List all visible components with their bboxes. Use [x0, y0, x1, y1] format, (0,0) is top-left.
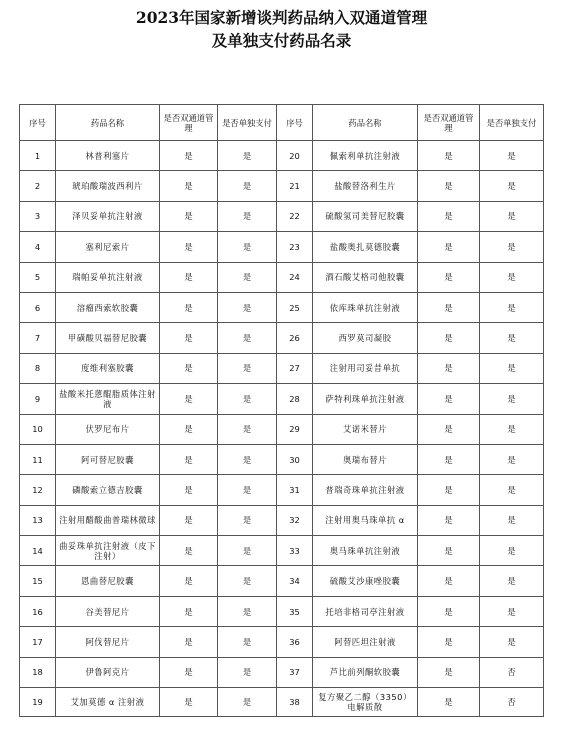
seq-cell: 23: [277, 232, 313, 262]
single-payment-cell: 是: [218, 201, 277, 231]
single-payment-cell: 是: [218, 384, 277, 414]
seq-cell: 38: [277, 688, 313, 717]
single-payment-cell: 是: [218, 323, 277, 353]
drug-name-cell: 阿可替尼胶囊: [56, 444, 160, 474]
drug-name-cell: 注射用醋酸曲普瑞林微球: [56, 505, 160, 535]
dual-channel-cell: 是: [160, 566, 218, 596]
dual-channel-cell: 是: [160, 262, 218, 292]
drug-name-cell: 奥马珠单抗注射液: [313, 536, 418, 566]
seq-cell: 19: [20, 688, 56, 717]
dual-channel-cell: 是: [418, 596, 480, 626]
single-payment-cell: 是: [480, 475, 544, 505]
drug-name-cell: 林普利塞片: [56, 141, 160, 171]
dual-channel-cell: 是: [418, 688, 480, 717]
seq-cell: 21: [277, 171, 313, 201]
drug-name-cell: 奥瑞布替片: [313, 444, 418, 474]
seq-cell: 30: [277, 444, 313, 474]
table-row: [20, 505, 544, 535]
single-payment-cell: 是: [218, 688, 277, 717]
drug-name-cell: 酒石酸艾格司他胶囊: [313, 262, 418, 292]
single-payment-cell: 是: [480, 505, 544, 535]
dual-channel-cell: 是: [418, 201, 480, 231]
seq-cell: 6: [20, 292, 56, 322]
drug-name-cell: 硫酸氢司美替尼胶囊: [313, 201, 418, 231]
seq-cell: 20: [277, 141, 313, 171]
dual-channel-cell: 是: [418, 323, 480, 353]
seq-cell: 34: [277, 566, 313, 596]
single-payment-cell: 是: [218, 141, 277, 171]
single-payment-cell: 是: [218, 475, 277, 505]
single-payment-cell: 是: [480, 141, 544, 171]
drug-name-cell: 曲妥珠单抗注射液（皮下注射）: [56, 536, 160, 566]
table-row: [20, 627, 544, 657]
drug-name-cell: 芦比前列酮软胶囊: [313, 657, 418, 687]
seq-cell: 8: [20, 353, 56, 383]
dual-channel-cell: 是: [160, 596, 218, 626]
dual-channel-cell: 是: [160, 627, 218, 657]
drug-name-cell: 萨特利珠单抗注射液: [313, 384, 418, 414]
single-payment-cell: 否: [480, 688, 544, 717]
dual-channel-cell: 是: [418, 536, 480, 566]
dual-channel-cell: 是: [160, 688, 218, 717]
drug-name-cell: 度维利塞胶囊: [56, 353, 160, 383]
seq-cell: 22: [277, 201, 313, 231]
drug-name-cell: 溶瘤西索软胶囊: [56, 292, 160, 322]
single-payment-cell: 是: [480, 201, 544, 231]
single-payment-cell: 是: [218, 353, 277, 383]
seq-cell: 1: [20, 141, 56, 171]
seq-cell: 5: [20, 262, 56, 292]
drug-name-cell: 普瑞奇珠单抗注射液: [313, 475, 418, 505]
single-payment-cell: 是: [218, 444, 277, 474]
single-payment-cell: 是: [480, 536, 544, 566]
table-row: [20, 384, 544, 414]
drug-name-cell: 托培非格司亭注射液: [313, 596, 418, 626]
drug-name-cell: 盐酸替洛利生片: [313, 171, 418, 201]
seq-cell: 13: [20, 505, 56, 535]
seq-cell: 33: [277, 536, 313, 566]
dual-channel-cell: 是: [160, 657, 218, 687]
drug-name-cell: 注射用奥马珠单抗 α: [313, 505, 418, 535]
table-header-row: [20, 105, 544, 141]
seq-cell: 36: [277, 627, 313, 657]
drug-name-cell: 谷美替尼片: [56, 596, 160, 626]
drug-name-cell: 艾加莫德 α 注射液: [56, 688, 160, 717]
seq-cell: 11: [20, 444, 56, 474]
drug-name-cell: 阿替匹坦注射液: [313, 627, 418, 657]
seq-cell: 2: [20, 171, 56, 201]
single-payment-cell: 是: [218, 171, 277, 201]
table-row: [20, 201, 544, 231]
seq-cell: 3: [20, 201, 56, 231]
table-row: [20, 688, 544, 717]
single-payment-cell: 是: [218, 627, 277, 657]
drug-list-table: [19, 104, 544, 717]
table-row: [20, 566, 544, 596]
single-payment-cell: 是: [480, 414, 544, 444]
table-body: [20, 141, 544, 717]
seq-cell: 24: [277, 262, 313, 292]
seq-cell: 37: [277, 657, 313, 687]
seq-cell: 26: [277, 323, 313, 353]
drug-name-cell: 伊鲁阿克片: [56, 657, 160, 687]
dual-channel-cell: 是: [418, 353, 480, 383]
header-seq: 序号: [277, 105, 313, 141]
drug-name-cell: 琥珀酸瑞波西利片: [56, 171, 160, 201]
seq-cell: 14: [20, 536, 56, 566]
drug-name-cell: 注射用司妥昔单抗: [313, 353, 418, 383]
drug-name-cell: 伏罗尼布片: [56, 414, 160, 444]
table-row: [20, 323, 544, 353]
dual-channel-cell: 是: [418, 475, 480, 505]
seq-cell: 31: [277, 475, 313, 505]
dual-channel-cell: 是: [418, 505, 480, 535]
dual-channel-cell: 是: [418, 262, 480, 292]
dual-channel-cell: 是: [160, 475, 218, 505]
drug-name-cell: 恩曲替尼胶囊: [56, 566, 160, 596]
table-row: [20, 141, 544, 171]
header-drug-name: 药品名称: [56, 105, 160, 141]
table-row: [20, 171, 544, 201]
dual-channel-cell: 是: [160, 323, 218, 353]
table-row: [20, 232, 544, 262]
dual-channel-cell: 是: [160, 505, 218, 535]
drug-name-cell: 佩索利单抗注射液: [313, 141, 418, 171]
dual-channel-cell: 是: [160, 201, 218, 231]
drug-name-cell: 塞利尼索片: [56, 232, 160, 262]
seq-cell: 25: [277, 292, 313, 322]
seq-cell: 32: [277, 505, 313, 535]
drug-name-cell: 阿伐替尼片: [56, 627, 160, 657]
dual-channel-cell: 是: [418, 232, 480, 262]
seq-cell: 15: [20, 566, 56, 596]
drug-name-cell: 西罗莫司凝胶: [313, 323, 418, 353]
dual-channel-cell: 是: [418, 657, 480, 687]
dual-channel-cell: 是: [160, 536, 218, 566]
seq-cell: 12: [20, 475, 56, 505]
table-row: [20, 536, 544, 566]
table-row: [20, 262, 544, 292]
header-single-payment: 是否单独支付: [480, 105, 544, 141]
single-payment-cell: 是: [218, 414, 277, 444]
document-title-line-2: 及单独支付药品名录: [211, 31, 352, 50]
single-payment-cell: 是: [480, 171, 544, 201]
single-payment-cell: 是: [218, 596, 277, 626]
drug-name-cell: 依库珠单抗注射液: [313, 292, 418, 322]
dual-channel-cell: 是: [418, 414, 480, 444]
single-payment-cell: 是: [480, 627, 544, 657]
document-title-line-1: 2023年国家新增谈判药品纳入双通道管理: [135, 8, 428, 27]
header-single-payment: 是否单独支付: [218, 105, 277, 141]
dual-channel-cell: 是: [418, 566, 480, 596]
header-drug-name: 药品名称: [313, 105, 418, 141]
dual-channel-cell: 是: [160, 353, 218, 383]
header-dual-channel: 是否双通道管理: [418, 105, 480, 141]
seq-cell: 27: [277, 353, 313, 383]
seq-cell: 9: [20, 384, 56, 414]
single-payment-cell: 是: [480, 232, 544, 262]
header-seq: 序号: [20, 105, 56, 141]
table-row: [20, 596, 544, 626]
dual-channel-cell: 是: [160, 444, 218, 474]
single-payment-cell: 是: [218, 232, 277, 262]
single-payment-cell: 是: [480, 292, 544, 322]
dual-channel-cell: 是: [418, 141, 480, 171]
single-payment-cell: 是: [218, 536, 277, 566]
single-payment-cell: 否: [480, 657, 544, 687]
single-payment-cell: 是: [480, 323, 544, 353]
header-dual-channel: 是否双通道管理: [160, 105, 218, 141]
single-payment-cell: 是: [480, 262, 544, 292]
drug-name-cell: 艾诺米替片: [313, 414, 418, 444]
single-payment-cell: 是: [480, 384, 544, 414]
dual-channel-cell: 是: [160, 171, 218, 201]
single-payment-cell: 是: [218, 262, 277, 292]
drug-name-cell: 磷酸索立德吉胶囊: [56, 475, 160, 505]
table-row: [20, 414, 544, 444]
single-payment-cell: 是: [480, 444, 544, 474]
dual-channel-cell: 是: [160, 414, 218, 444]
drug-name-cell: 硫酸艾沙康唑胶囊: [313, 566, 418, 596]
single-payment-cell: 是: [480, 353, 544, 383]
table-row: [20, 444, 544, 474]
drug-name-cell: 瑞帕妥单抗注射液: [56, 262, 160, 292]
seq-cell: 18: [20, 657, 56, 687]
drug-name-cell: 泽贝妥单抗注射液: [56, 201, 160, 231]
dual-channel-cell: 是: [160, 141, 218, 171]
dual-channel-cell: 是: [418, 627, 480, 657]
table-row: [20, 353, 544, 383]
dual-channel-cell: 是: [418, 292, 480, 322]
dual-channel-cell: 是: [160, 384, 218, 414]
single-payment-cell: 是: [218, 505, 277, 535]
drug-name-cell: 盐酸奥扎莫德胶囊: [313, 232, 418, 262]
seq-cell: 35: [277, 596, 313, 626]
single-payment-cell: 是: [480, 596, 544, 626]
table-row: [20, 657, 544, 687]
seq-cell: 10: [20, 414, 56, 444]
single-payment-cell: 是: [480, 566, 544, 596]
seq-cell: 28: [277, 384, 313, 414]
dual-channel-cell: 是: [418, 384, 480, 414]
dual-channel-cell: 是: [160, 232, 218, 262]
seq-cell: 7: [20, 323, 56, 353]
seq-cell: 16: [20, 596, 56, 626]
dual-channel-cell: 是: [418, 171, 480, 201]
single-payment-cell: 是: [218, 566, 277, 596]
drug-name-cell: 甲磺酸贝福替尼胶囊: [56, 323, 160, 353]
drug-name-cell: 盐酸米托蒽醌脂质体注射液: [56, 384, 160, 414]
dual-channel-cell: 是: [160, 292, 218, 322]
seq-cell: 17: [20, 627, 56, 657]
dual-channel-cell: 是: [418, 444, 480, 474]
single-payment-cell: 是: [218, 657, 277, 687]
seq-cell: 4: [20, 232, 56, 262]
seq-cell: 29: [277, 414, 313, 444]
drug-name-cell: 复方聚乙二醇（3350）电解质散: [313, 688, 418, 717]
table-row: [20, 475, 544, 505]
single-payment-cell: 是: [218, 292, 277, 322]
table-row: [20, 292, 544, 322]
